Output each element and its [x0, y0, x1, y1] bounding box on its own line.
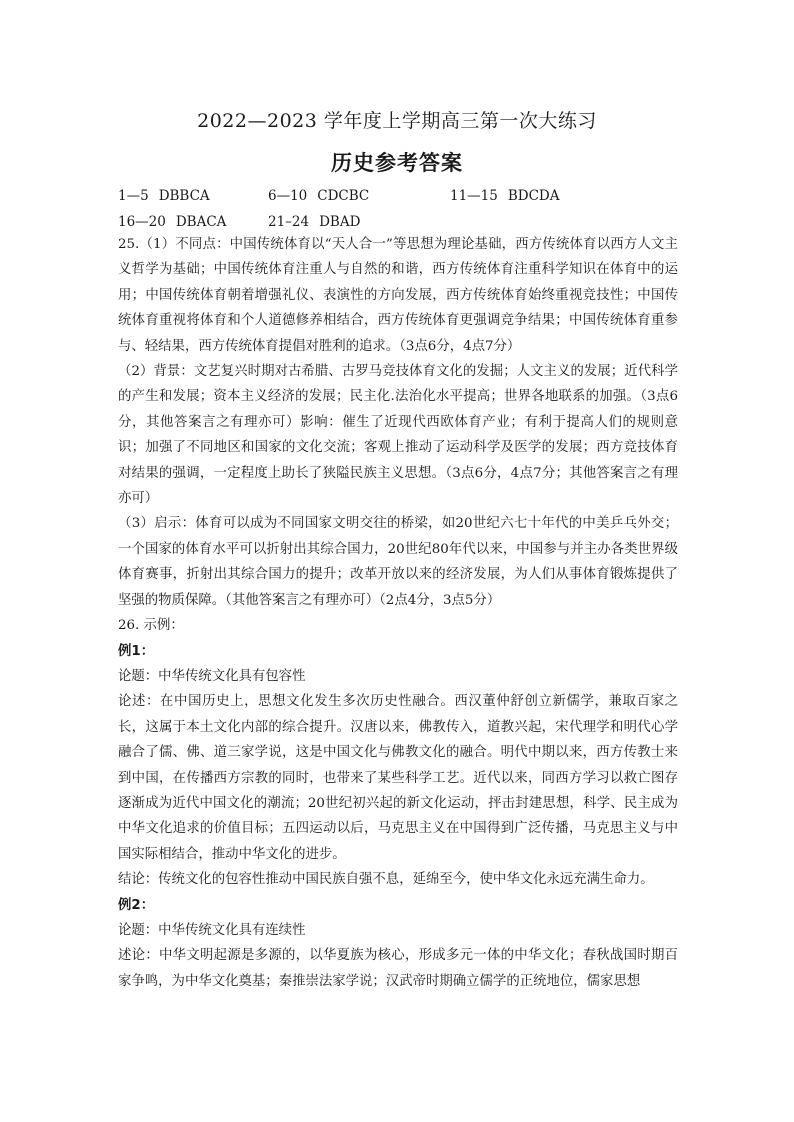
q26-intro: 26. 示例： — [118, 618, 184, 634]
question-range: 6—10 — [268, 188, 308, 204]
question-range: 16—20 — [118, 214, 166, 230]
answer-key: DBBCA — [158, 188, 210, 204]
question-range: 21–24 — [268, 214, 310, 230]
multiple-choice-answers — [118, 183, 678, 235]
example-2-argument: 述论：中华文明起源是多源的，以华夏族为核心，形成多元一体的中华文化；春秋战国时期百家争鸣，为中华文化奠基；秦推崇法家学说；汉武帝时期确立儒学的正统地位，儒家思想 — [118, 948, 678, 989]
answer-key: DBACA — [175, 214, 227, 230]
q25-part2: （2）背景：文艺复兴时期对古希腊、古罗马竞技体育文化的发掘；人文主义的发展；近代科学的产生和发展；资本主义经济的发展；民主化.法治化水平提高；世界各地联系的加强。（3点6分，其他答案言之有理亦可）影响：催生了近现代西欧体育产业；有利于提高人们的规则意识；加强了不同地区和国家的文化交流；客观上推动了运动科学及医学的发展；西方竞技体育对结果的强调，一定程度上助长了狭隘民族主义思想。（3点6分，4点7分；其他答案言之有理亦可） — [118, 364, 678, 507]
answer-group — [118, 183, 210, 209]
question-range: 1—5 — [118, 188, 149, 204]
answer-group — [450, 183, 560, 209]
page-subtitle: 历史参考答案 — [331, 151, 463, 175]
example-1-argument: 论述：在中国历史上，思想文化发生多次历史性融合。西汉董仲舒创立新儒学，兼取百家之长，这属于本土文化内部的综合提升。汉唐以来，佛教传入，道教兴起，宋代理学和明代心学融合了儒、佛、道三家学说，这是中国文化与佛教文化的融合。明代中期以来，西方传教士来到中国，在传播西方宗教的同时，也带来了某些科学工艺。近代以来，同西方学习以救亡图存逐渐成为近代中国文化的潮流；20世纪初兴起的新文化运动，抨击封建思想，科学、民主成为中华文化追求的价值目标；五四运动以后，马克思主义在中国得到广泛传播，马克思主义与中国实际相结合，推动中华文化的进步。 — [118, 694, 678, 862]
example-2-label: 例2： — [118, 897, 155, 913]
example-1-label: 例1： — [118, 643, 155, 659]
answer-key: DBAD — [319, 214, 361, 230]
answer-content — [118, 232, 678, 994]
answer-key: BDCDA — [507, 188, 560, 204]
answer-key: CDCBC — [317, 188, 370, 204]
example-1-thesis: 论题：中华传统文化具有包容性 — [118, 668, 306, 684]
page-title: 2022—2023 学年度上学期高三第一次大练习 — [197, 110, 597, 132]
answer-row-1 — [118, 183, 678, 209]
example-2-thesis: 论题：中华传统文化具有连续性 — [118, 922, 306, 938]
example-1-conclusion: 结论：传统文化的包容性推动中国民族自强不息，延绵至今，使中华文化永远充满生命力。 — [118, 872, 654, 888]
question-range: 11—15 — [450, 188, 498, 204]
q25-part1: 25.（1）不同点：中国传统体育以“天人合一”等思想为理论基础，西方传统体育以西方人文主义哲学为基础；中国传统体育注重人与自然的和谐，西方传统体育注重科学知识在体育中的运用；中国传统体育朝着增强礼仪、表演性的方向发展，西方传统体育始终重视竞技性；中国传统体育重视将体育和个人道德修养相结合，西方传统体育更强调竞争结果；中国传统体育重参与、轻结果，西方传统体育提倡对胜利的追求。（3点6分，4点7分） — [118, 237, 678, 354]
answer-group — [268, 183, 369, 209]
q25-part3: （3）启示：体育可以成为不同国家文明交往的桥梁，如20世纪六七十年代的中美乒乓外交；一个国家的体育水平可以折射出其综合国力，20世纪80年代以来，中国参与并主办各类世界级体育赛事，折射出其综合国力的提升；改革开放以来的经济发展，为人们从事体育锻炼提供了坚强的物质保障。（其他答案言之有理亦可）（2点4分，3点5分） — [118, 516, 678, 608]
